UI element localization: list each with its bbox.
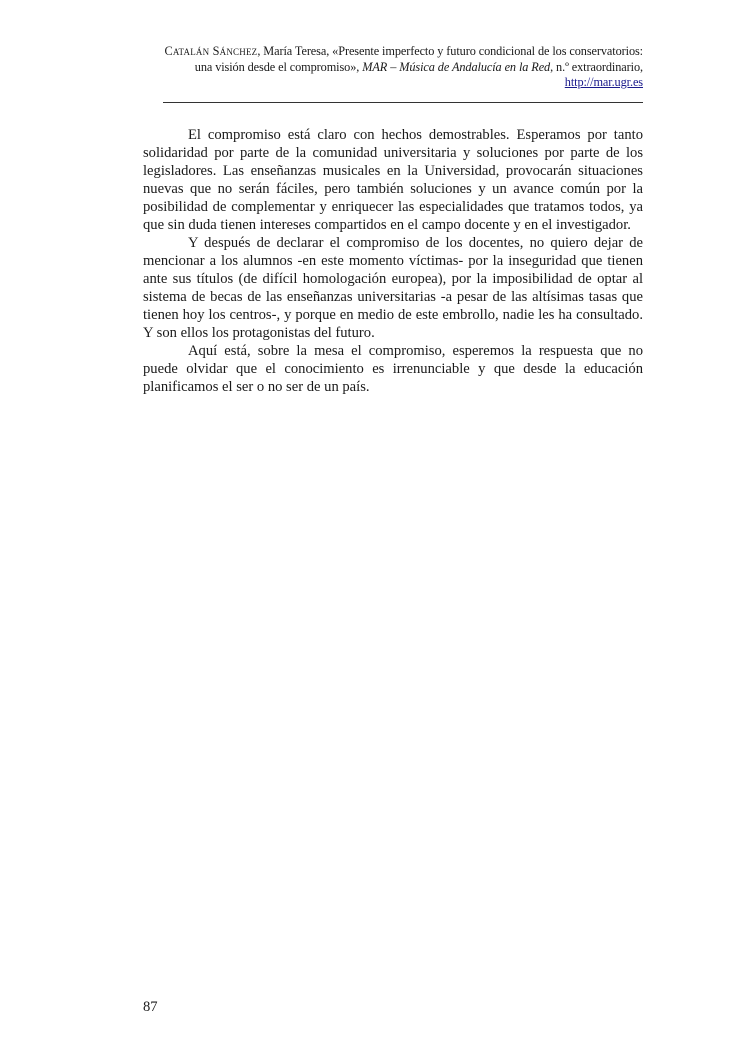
header-citation: , María Teresa, «Presente imperfecto y futuro condicional de los conservatorios: una visión desde el compromiso», bbox=[194, 44, 643, 74]
running-header bbox=[163, 44, 643, 91]
header-author-name: Catalán Sánchez bbox=[164, 44, 258, 58]
header-url-link[interactable]: http://mar.ugr.es bbox=[564, 75, 643, 89]
body-paragraph: Y después de declarar el compromiso de los docentes, no quiero dejar de mencionar a los alumnos -en este momento víctimas- por la inseguridad que tienen ante sus títulos (de difícil homologación europea), por la imposibilidad de optar al sistema de becas de las enseñanzas universitarias -a pesar de las altísimas tasas que tienen hoy los centros-, y porque en medio de este embrollo, nadie les ha consultado. Y son ellos los protagonistas del futuro. bbox=[143, 235, 643, 341]
body-paragraph: Aquí está, sobre la mesa el compromiso, esperemos la respuesta que no puede olvidar que el conocimiento es irrenunciable y que desde la educación planificamos el ser o no ser de un país. bbox=[143, 343, 643, 395]
page-number: 87 bbox=[143, 999, 158, 1015]
header-journal-title: MAR – Música de Andalucía en la Red bbox=[362, 59, 551, 74]
body-text bbox=[143, 126, 643, 396]
header-issue: , n.º extraordinario, bbox=[550, 59, 643, 74]
body-paragraph: El compromiso está claro con hechos demostrables. Esperamos por tanto solidaridad por parte de la comunidad universitaria y soluciones por parte de los legisladores. Las enseñanzas musicales en la Universidad, provocarán situaciones nuevas que no serán fáciles, pero también soluciones y un avance común por la posibilidad de complementar y enriquecer las especialidades que tratamos todos, ya que sin duda tienen intereses compartidos en el campo docente y en el investigador. bbox=[143, 127, 643, 233]
header-divider bbox=[163, 102, 643, 103]
